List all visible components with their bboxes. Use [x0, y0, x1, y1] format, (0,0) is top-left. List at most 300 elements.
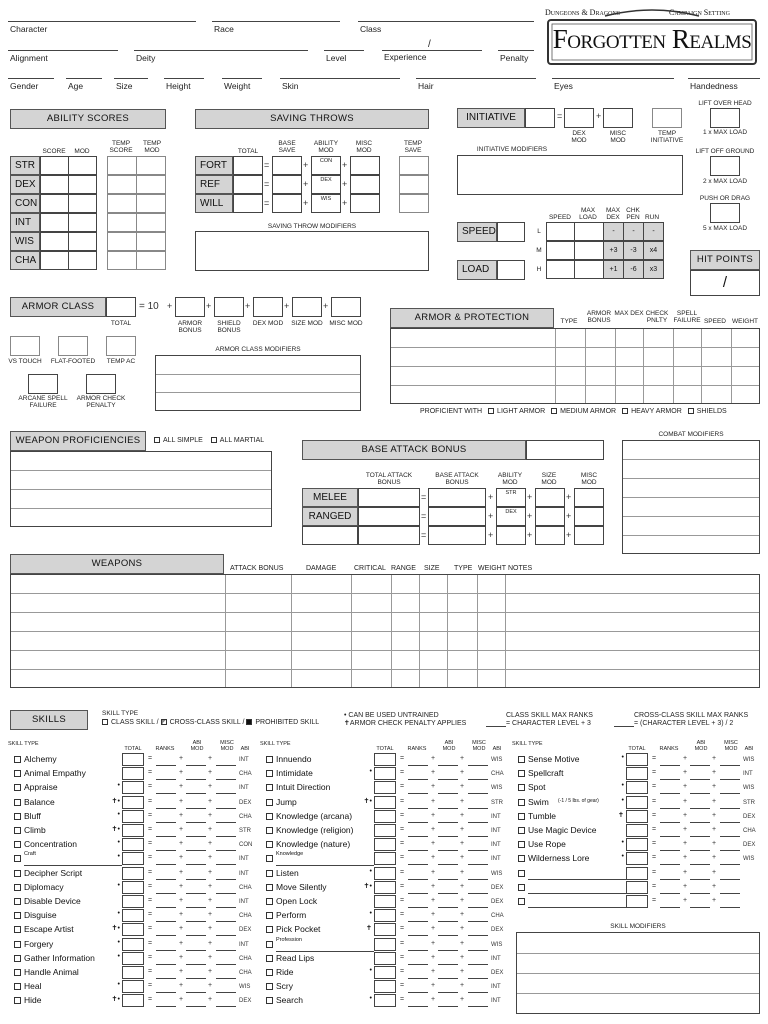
skill-abi-mod[interactable]: [438, 921, 458, 922]
skill-abi-mod[interactable]: [186, 978, 206, 979]
bab-base-1[interactable]: [428, 507, 486, 526]
age-field[interactable]: [66, 78, 102, 79]
skill-misc-mod[interactable]: [468, 793, 488, 794]
skill-custom-line[interactable]: [528, 879, 626, 880]
skill-misc-mod[interactable]: [468, 964, 488, 965]
skill-total[interactable]: [122, 810, 144, 823]
skill-class-checkbox[interactable]: [14, 969, 21, 976]
skill-abi-mod[interactable]: [438, 808, 458, 809]
speed-cell-0[interactable]: [546, 222, 575, 241]
skill-abi-mod[interactable]: [186, 964, 206, 965]
skill-total[interactable]: [374, 824, 396, 837]
skill-abi-mod[interactable]: [690, 864, 710, 865]
skill-class-checkbox[interactable]: [14, 827, 21, 834]
class-field[interactable]: [358, 21, 534, 22]
skill-abi-mod[interactable]: [186, 935, 206, 936]
skin-field[interactable]: [280, 78, 400, 79]
skill-abi-mod[interactable]: [186, 850, 206, 851]
skill-class-checkbox[interactable]: [266, 827, 273, 834]
skill-misc-mod[interactable]: [216, 765, 236, 766]
ability-score-cha[interactable]: [40, 251, 69, 270]
skill-abi-mod[interactable]: [186, 836, 206, 837]
skill-ranks[interactable]: [156, 935, 176, 936]
skill-misc-mod[interactable]: [216, 1006, 236, 1007]
skill-ranks[interactable]: [408, 793, 428, 794]
skill-total[interactable]: [626, 810, 648, 823]
load-value[interactable]: [497, 260, 525, 280]
skill-ranks[interactable]: [408, 779, 428, 780]
skill-misc-mod[interactable]: [216, 822, 236, 823]
skill-misc-mod[interactable]: [720, 879, 740, 880]
skill-total[interactable]: [626, 753, 648, 766]
armor-check-penalty[interactable]: [86, 374, 116, 394]
skill-abi-mod[interactable]: [438, 1006, 458, 1007]
character-field[interactable]: [8, 21, 196, 22]
skill-class-checkbox[interactable]: [14, 855, 21, 862]
light-armor-checkbox[interactable]: [488, 408, 494, 414]
skill-total[interactable]: [626, 852, 648, 865]
skill-abi-mod[interactable]: [690, 808, 710, 809]
skill-abi-mod[interactable]: [438, 950, 458, 951]
skill-abi-mod[interactable]: [690, 836, 710, 837]
skill-class-checkbox[interactable]: [266, 770, 273, 777]
skill-abi-mod[interactable]: [690, 822, 710, 823]
skill-abi-mod[interactable]: [438, 978, 458, 979]
skill-ranks[interactable]: [156, 822, 176, 823]
skill-class-checkbox[interactable]: [266, 884, 273, 891]
skill-misc-mod[interactable]: [468, 864, 488, 865]
skill-abi-mod[interactable]: [438, 879, 458, 880]
skill-total[interactable]: [374, 867, 396, 880]
skill-ranks[interactable]: [156, 921, 176, 922]
armor-class-total[interactable]: [106, 297, 136, 317]
skill-total[interactable]: [122, 824, 144, 837]
skill-ranks[interactable]: [660, 836, 680, 837]
skill-abi-mod[interactable]: [690, 765, 710, 766]
skill-total[interactable]: [122, 881, 144, 894]
skill-misc-mod[interactable]: [216, 950, 236, 951]
ability-temp-mod-dex[interactable]: [136, 175, 166, 194]
skill-misc-mod[interactable]: [468, 921, 488, 922]
skill-total[interactable]: [122, 895, 144, 908]
bab-base-2[interactable]: [428, 526, 486, 545]
skill-misc-mod[interactable]: [720, 822, 740, 823]
skill-total[interactable]: [374, 753, 396, 766]
skill-ranks[interactable]: [660, 765, 680, 766]
skill-ranks[interactable]: [660, 779, 680, 780]
skill-misc-mod[interactable]: [720, 793, 740, 794]
skill-class-checkbox[interactable]: [518, 870, 525, 877]
hit-points-value[interactable]: /: [690, 270, 760, 296]
skill-total[interactable]: [626, 838, 648, 851]
armor-protection-table[interactable]: [390, 328, 760, 404]
save-temp-fort[interactable]: [399, 156, 429, 175]
skill-class-checkbox[interactable]: [266, 855, 273, 862]
skill-misc-mod[interactable]: [216, 978, 236, 979]
save-misc-ref[interactable]: [350, 175, 380, 194]
ability-mod-int[interactable]: [68, 213, 97, 232]
skill-total[interactable]: [374, 838, 396, 851]
cross-max-ranks-field[interactable]: [614, 726, 634, 727]
skill-abi-mod[interactable]: [186, 879, 206, 880]
ability-mod-cha[interactable]: [68, 251, 97, 270]
skill-ranks[interactable]: [156, 950, 176, 951]
skill-class-checkbox[interactable]: [266, 898, 273, 905]
skill-misc-mod[interactable]: [216, 907, 236, 908]
skill-misc-mod[interactable]: [468, 836, 488, 837]
bab-total-1[interactable]: [358, 507, 420, 526]
save-base-will[interactable]: [272, 194, 302, 213]
skill-total[interactable]: [122, 796, 144, 809]
bab-ability-0[interactable]: [496, 488, 526, 507]
skill-class-checkbox[interactable]: [14, 941, 21, 948]
skill-class-checkbox[interactable]: [518, 784, 525, 791]
skill-abi-mod[interactable]: [186, 921, 206, 922]
skill-total[interactable]: [374, 952, 396, 965]
skill-total[interactable]: [374, 881, 396, 894]
skill-abi-mod[interactable]: [690, 907, 710, 908]
ability-temp-mod-wis[interactable]: [136, 232, 166, 251]
skill-ranks[interactable]: [408, 1006, 428, 1007]
skill-class-checkbox[interactable]: [266, 926, 273, 933]
base-attack-bonus-value[interactable]: [526, 440, 604, 460]
skill-class-checkbox[interactable]: [266, 799, 273, 806]
skill-misc-mod[interactable]: [216, 864, 236, 865]
skill-total[interactable]: [122, 966, 144, 979]
skill-total[interactable]: [374, 980, 396, 993]
skill-total[interactable]: [374, 781, 396, 794]
gender-field[interactable]: [8, 78, 54, 79]
skill-class-checkbox[interactable]: [518, 898, 525, 905]
skill-class-checkbox[interactable]: [14, 955, 21, 962]
skill-total[interactable]: [122, 767, 144, 780]
skill-ranks[interactable]: [156, 779, 176, 780]
skill-class-checkbox[interactable]: [266, 983, 273, 990]
skill-total[interactable]: [122, 781, 144, 794]
skill-class-checkbox[interactable]: [14, 784, 21, 791]
skill-class-checkbox[interactable]: [14, 813, 21, 820]
skill-ranks[interactable]: [408, 850, 428, 851]
skill-ranks[interactable]: [156, 808, 176, 809]
skill-misc-mod[interactable]: [720, 907, 740, 908]
skill-misc-mod[interactable]: [468, 779, 488, 780]
skill-total[interactable]: [374, 810, 396, 823]
skill-class-checkbox[interactable]: [266, 997, 273, 1004]
skill-abi-mod[interactable]: [186, 864, 206, 865]
skill-misc-mod[interactable]: [468, 992, 488, 993]
weapons-table[interactable]: [10, 574, 760, 688]
speed-cell-2[interactable]: [546, 260, 575, 279]
skill-total[interactable]: [374, 852, 396, 865]
save-ability-will[interactable]: [311, 194, 341, 213]
skill-class-checkbox[interactable]: [266, 841, 273, 848]
maxload-cell-2[interactable]: [574, 260, 604, 279]
speed-value[interactable]: [497, 222, 525, 242]
skill-ranks[interactable]: [408, 978, 428, 979]
skill-ranks[interactable]: [408, 893, 428, 894]
skill-misc-mod[interactable]: [216, 779, 236, 780]
skill-ranks[interactable]: [660, 850, 680, 851]
skill-class-checkbox[interactable]: [14, 997, 21, 1004]
skill-class-checkbox[interactable]: [518, 841, 525, 848]
skill-ranks[interactable]: [156, 1006, 176, 1007]
skill-abi-mod[interactable]: [186, 765, 206, 766]
skill-abi-mod[interactable]: [438, 907, 458, 908]
skill-class-checkbox[interactable]: [14, 926, 21, 933]
skill-misc-mod[interactable]: [468, 850, 488, 851]
ability-temp-mod-int[interactable]: [136, 213, 166, 232]
bab-size-2[interactable]: [535, 526, 565, 545]
skill-total[interactable]: [374, 994, 396, 1007]
skill-misc-mod[interactable]: [216, 992, 236, 993]
alignment-field[interactable]: [8, 50, 118, 51]
skill-total[interactable]: [122, 838, 144, 851]
skill-abi-mod[interactable]: [690, 779, 710, 780]
ability-temp-score-int[interactable]: [107, 213, 137, 232]
initiative-misc-mod[interactable]: [603, 108, 633, 128]
skill-class-checkbox[interactable]: [518, 855, 525, 862]
skill-abi-mod[interactable]: [438, 992, 458, 993]
skill-class-checkbox[interactable]: [518, 813, 525, 820]
ac-modifiers-box[interactable]: [155, 355, 361, 411]
skill-misc-mod[interactable]: [468, 935, 488, 936]
skill-ranks[interactable]: [408, 879, 428, 880]
skill-modifiers-box[interactable]: [516, 932, 760, 1014]
skill-abi-mod[interactable]: [690, 893, 710, 894]
save-temp-will[interactable]: [399, 194, 429, 213]
ability-mod-dex[interactable]: [68, 175, 97, 194]
skill-class-checkbox[interactable]: [266, 941, 273, 948]
skill-ranks[interactable]: [156, 864, 176, 865]
skill-total[interactable]: [122, 923, 144, 936]
ability-temp-mod-con[interactable]: [136, 194, 166, 213]
skill-misc-mod[interactable]: [468, 893, 488, 894]
skill-class-checkbox[interactable]: [518, 827, 525, 834]
initiative-modifiers-box[interactable]: [457, 155, 683, 195]
skill-misc-mod[interactable]: [216, 850, 236, 851]
skill-misc-mod[interactable]: [216, 879, 236, 880]
skill-misc-mod[interactable]: [216, 921, 236, 922]
deity-field[interactable]: [134, 50, 308, 51]
skill-class-checkbox[interactable]: [518, 756, 525, 763]
skill-ranks[interactable]: [660, 864, 680, 865]
skill-abi-mod[interactable]: [186, 1006, 206, 1007]
handedness-field[interactable]: [688, 78, 760, 79]
bab-misc-0[interactable]: [574, 488, 604, 507]
ability-score-dex[interactable]: [40, 175, 69, 194]
skill-misc-mod[interactable]: [216, 793, 236, 794]
skill-ranks[interactable]: [408, 935, 428, 936]
skill-ranks[interactable]: [408, 765, 428, 766]
skill-class-checkbox[interactable]: [14, 870, 21, 877]
skill-misc-mod[interactable]: [720, 836, 740, 837]
skill-abi-mod[interactable]: [438, 793, 458, 794]
skill-misc-mod[interactable]: [216, 964, 236, 965]
skill-ranks[interactable]: [156, 793, 176, 794]
skill-class-checkbox[interactable]: [266, 955, 273, 962]
save-temp-ref[interactable]: [399, 175, 429, 194]
ability-score-str[interactable]: [40, 156, 69, 175]
skill-abi-mod[interactable]: [690, 879, 710, 880]
save-misc-will[interactable]: [350, 194, 380, 213]
skill-abi-mod[interactable]: [690, 850, 710, 851]
skill-misc-mod[interactable]: [720, 893, 740, 894]
skill-ranks[interactable]: [660, 907, 680, 908]
skill-total[interactable]: [626, 867, 648, 880]
skill-total[interactable]: [374, 895, 396, 908]
skill-class-checkbox[interactable]: [266, 870, 273, 877]
speed-cell-1[interactable]: [546, 241, 575, 260]
skill-ranks[interactable]: [660, 822, 680, 823]
skill-total[interactable]: [122, 753, 144, 766]
ability-mod-con[interactable]: [68, 194, 97, 213]
skill-total[interactable]: [122, 952, 144, 965]
ac-flat-footed[interactable]: [58, 336, 88, 356]
bab-misc-1[interactable]: [574, 507, 604, 526]
skill-misc-mod[interactable]: [720, 779, 740, 780]
maxload-cell-1[interactable]: [574, 241, 604, 260]
skill-abi-mod[interactable]: [438, 765, 458, 766]
shields-checkbox[interactable]: [688, 408, 694, 414]
skill-ranks[interactable]: [660, 879, 680, 880]
skill-ranks[interactable]: [408, 808, 428, 809]
skill-class-checkbox[interactable]: [14, 983, 21, 990]
skill-abi-mod[interactable]: [438, 964, 458, 965]
skill-misc-mod[interactable]: [216, 836, 236, 837]
skill-ranks[interactable]: [408, 964, 428, 965]
skill-ranks[interactable]: [408, 864, 428, 865]
lift-off-ground-value[interactable]: [710, 156, 740, 176]
ac-component-2[interactable]: [214, 297, 244, 317]
skill-ranks[interactable]: [156, 964, 176, 965]
ability-score-int[interactable]: [40, 213, 69, 232]
weapon-proficiencies-box[interactable]: [10, 451, 272, 527]
height-field[interactable]: [164, 78, 204, 79]
skill-class-checkbox[interactable]: [518, 884, 525, 891]
skill-ranks[interactable]: [408, 836, 428, 837]
skill-class-checkbox[interactable]: [266, 912, 273, 919]
skill-misc-mod[interactable]: [468, 950, 488, 951]
skill-abi-mod[interactable]: [690, 793, 710, 794]
skill-misc-mod[interactable]: [468, 808, 488, 809]
skill-total[interactable]: [122, 980, 144, 993]
skill-ranks[interactable]: [156, 836, 176, 837]
skill-ranks[interactable]: [408, 907, 428, 908]
save-base-ref[interactable]: [272, 175, 302, 194]
save-misc-fort[interactable]: [350, 156, 380, 175]
skill-misc-mod[interactable]: [468, 907, 488, 908]
experience-field[interactable]: [382, 50, 482, 51]
size-field[interactable]: [114, 78, 148, 79]
skill-misc-mod[interactable]: [216, 808, 236, 809]
skill-abi-mod[interactable]: [438, 779, 458, 780]
skill-total[interactable]: [122, 867, 144, 880]
ability-mod-wis[interactable]: [68, 232, 97, 251]
heavy-armor-checkbox[interactable]: [622, 408, 628, 414]
lift-over-head-value[interactable]: [710, 108, 740, 128]
skill-abi-mod[interactable]: [186, 808, 206, 809]
skill-abi-mod[interactable]: [438, 836, 458, 837]
skill-total[interactable]: [374, 909, 396, 922]
medium-armor-checkbox[interactable]: [551, 408, 557, 414]
skill-class-checkbox[interactable]: [14, 884, 21, 891]
save-total-will[interactable]: [233, 194, 263, 213]
skill-class-checkbox[interactable]: [518, 770, 525, 777]
weight-field[interactable]: [222, 78, 262, 79]
ability-temp-score-con[interactable]: [107, 194, 137, 213]
class-max-ranks-field[interactable]: [486, 726, 506, 727]
skill-class-checkbox[interactable]: [266, 813, 273, 820]
skill-total[interactable]: [626, 881, 648, 894]
maxload-cell-0[interactable]: [574, 222, 604, 241]
penalty-field[interactable]: [498, 50, 534, 51]
skill-class-checkbox[interactable]: [14, 756, 21, 763]
ac-component-3[interactable]: [253, 297, 283, 317]
initiative-temp[interactable]: [652, 108, 682, 128]
skill-total[interactable]: [122, 938, 144, 951]
skill-ranks[interactable]: [156, 765, 176, 766]
bab-misc-2[interactable]: [574, 526, 604, 545]
skill-misc-mod[interactable]: [720, 765, 740, 766]
skill-total[interactable]: [374, 938, 396, 951]
ac-temp[interactable]: [106, 336, 136, 356]
ability-temp-score-cha[interactable]: [107, 251, 137, 270]
skill-class-checkbox[interactable]: [14, 770, 21, 777]
skill-abi-mod[interactable]: [186, 907, 206, 908]
level-field[interactable]: [324, 50, 364, 51]
skill-abi-mod[interactable]: [186, 822, 206, 823]
skill-misc-mod[interactable]: [468, 822, 488, 823]
save-base-fort[interactable]: [272, 156, 302, 175]
ac-vs-touch[interactable]: [10, 336, 40, 356]
skill-abi-mod[interactable]: [438, 864, 458, 865]
all-simple-checkbox[interactable]: [154, 437, 160, 443]
skill-class-checkbox[interactable]: [14, 799, 21, 806]
skill-misc-mod[interactable]: [468, 1006, 488, 1007]
skill-abi-mod[interactable]: [438, 822, 458, 823]
skill-custom-line[interactable]: [528, 907, 626, 908]
skill-total[interactable]: [374, 767, 396, 780]
skill-abi-mod[interactable]: [186, 793, 206, 794]
ability-mod-str[interactable]: [68, 156, 97, 175]
skill-misc-mod[interactable]: [468, 978, 488, 979]
ability-score-wis[interactable]: [40, 232, 69, 251]
ability-temp-score-wis[interactable]: [107, 232, 137, 251]
skill-misc-mod[interactable]: [720, 850, 740, 851]
bab-total-2[interactable]: [358, 526, 420, 545]
skill-total[interactable]: [626, 767, 648, 780]
skill-misc-mod[interactable]: [720, 864, 740, 865]
save-total-fort[interactable]: [233, 156, 263, 175]
skill-total[interactable]: [626, 824, 648, 837]
skill-misc-mod[interactable]: [468, 765, 488, 766]
skill-misc-mod[interactable]: [216, 893, 236, 894]
skill-total[interactable]: [626, 796, 648, 809]
skill-class-checkbox[interactable]: [14, 841, 21, 848]
skill-ranks[interactable]: [408, 992, 428, 993]
ability-score-con[interactable]: [40, 194, 69, 213]
bab-size-0[interactable]: [535, 488, 565, 507]
initiative-total[interactable]: [525, 108, 555, 128]
bab-ability-1[interactable]: [496, 507, 526, 526]
push-drag-value[interactable]: [710, 203, 740, 223]
skill-ranks[interactable]: [156, 978, 176, 979]
save-total-ref[interactable]: [233, 175, 263, 194]
ability-temp-mod-cha[interactable]: [136, 251, 166, 270]
skill-total[interactable]: [122, 852, 144, 865]
skill-abi-mod[interactable]: [186, 893, 206, 894]
eyes-field[interactable]: [552, 78, 674, 79]
